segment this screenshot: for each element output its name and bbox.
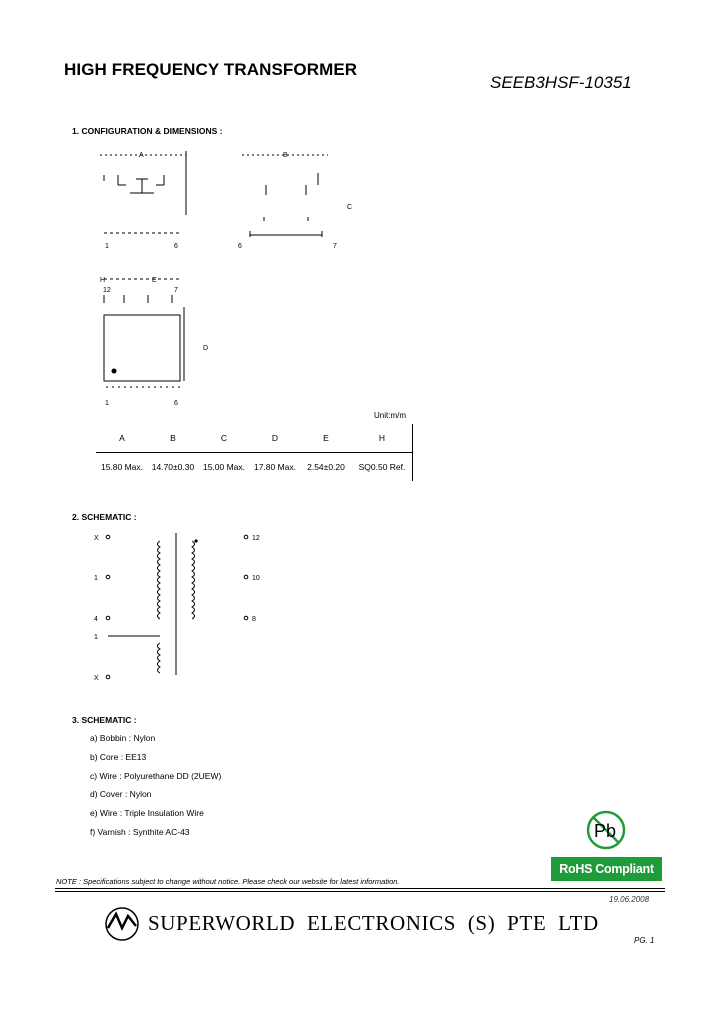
material-item: f) Varnish : Synthite AC-43 bbox=[90, 827, 190, 837]
label-bottom-pin-12: 12 bbox=[103, 287, 111, 294]
section-configuration-heading: 1. CONFIGURATION & DIMENSIONS : bbox=[72, 126, 223, 136]
footer-divider-bottom bbox=[55, 891, 665, 892]
dim-header-b: B bbox=[148, 424, 198, 453]
dim-value-h: SQ0.50 Ref. bbox=[352, 453, 413, 482]
schematic-pin-left-4: 1 bbox=[94, 634, 98, 641]
polarity-dot-icon bbox=[194, 539, 197, 542]
schematic-pin-left-2: 1 bbox=[94, 575, 98, 582]
label-bottom-pin-1: 1 bbox=[105, 400, 109, 407]
company-logo-icon bbox=[104, 906, 140, 942]
material-item: e) Wire : Triple Insulation Wire bbox=[90, 808, 204, 818]
dim-header-a: A bbox=[96, 424, 148, 453]
dim-value-a: 15.80 Max. bbox=[100, 462, 144, 472]
schematic-pin-right-2: 10 bbox=[252, 575, 260, 582]
label-H: H bbox=[100, 277, 106, 284]
schematic-pin-left-3: 4 bbox=[94, 616, 98, 623]
dim-value-d: 17.80 Max. bbox=[253, 462, 297, 472]
footer-note: NOTE : Specifications subject to change without notice. Please check our website for latest information. bbox=[56, 877, 400, 886]
material-item: c) Wire : Polyurethane DD (2UEW) bbox=[90, 771, 222, 781]
label-C: C bbox=[347, 204, 353, 211]
page-number: PG. 1 bbox=[634, 936, 655, 945]
rohs-compliant-badge: RoHS Compliant bbox=[551, 857, 662, 881]
pin1-marker-icon bbox=[112, 369, 117, 374]
dim-value-e: 2.54±0.20 bbox=[307, 462, 345, 472]
footer-divider-top bbox=[55, 888, 665, 889]
dim-value-c: 15.00 Max. bbox=[202, 462, 246, 472]
label-side-pin-7: 7 bbox=[333, 243, 337, 250]
label-E: E bbox=[152, 277, 157, 284]
dim-header-e: E bbox=[300, 424, 352, 453]
label-front-pin-6: 6 bbox=[174, 243, 178, 250]
dimensions-header-row bbox=[96, 424, 413, 453]
label-D: D bbox=[203, 345, 209, 352]
dim-header-h: H bbox=[352, 424, 413, 453]
part-number: SEEB3HSF-10351 bbox=[490, 73, 632, 92]
schematic-pin-right-1: 12 bbox=[252, 535, 260, 542]
dim-value-b: 14.70±0.30 bbox=[151, 462, 195, 472]
section-materials-heading: 3. SCHEMATIC : bbox=[72, 715, 137, 725]
label-bottom-pin-6: 6 bbox=[174, 400, 178, 407]
pb-symbol-text: Pb bbox=[594, 821, 617, 841]
schematic-pin-left-1: X bbox=[94, 535, 99, 542]
label-side-pin-6: 6 bbox=[238, 243, 242, 250]
company-name: SUPERWORLD ELECTRONICS (S) PTE LTD bbox=[148, 911, 599, 935]
label-B: B bbox=[283, 152, 288, 159]
section-schematic-heading: 2. SCHEMATIC : bbox=[72, 512, 137, 522]
label-front-pin-1: 1 bbox=[105, 243, 109, 250]
dimension-drawings bbox=[90, 145, 370, 410]
dim-header-c: C bbox=[198, 424, 250, 453]
label-bottom-pin-7: 7 bbox=[174, 287, 178, 294]
label-A: A bbox=[139, 152, 144, 159]
dimensions-table bbox=[96, 424, 413, 481]
schematic-diagram bbox=[88, 525, 278, 690]
document-date: 19.06.2008 bbox=[609, 895, 650, 904]
material-item: a) Bobbin : Nylon bbox=[90, 733, 156, 743]
dimensions-value-row bbox=[96, 453, 413, 482]
schematic-pin-left-5: X bbox=[94, 675, 99, 682]
material-item: b) Core : EE13 bbox=[90, 752, 147, 762]
schematic-pin-right-3: 8 bbox=[252, 616, 256, 623]
dim-header-d: D bbox=[250, 424, 300, 453]
document-title: HIGH FREQUENCY TRANSFORMER bbox=[64, 60, 358, 79]
unit-label: Unit:m/m bbox=[374, 411, 406, 420]
material-item: d) Cover : Nylon bbox=[90, 789, 152, 799]
lead-free-icon bbox=[584, 808, 628, 852]
